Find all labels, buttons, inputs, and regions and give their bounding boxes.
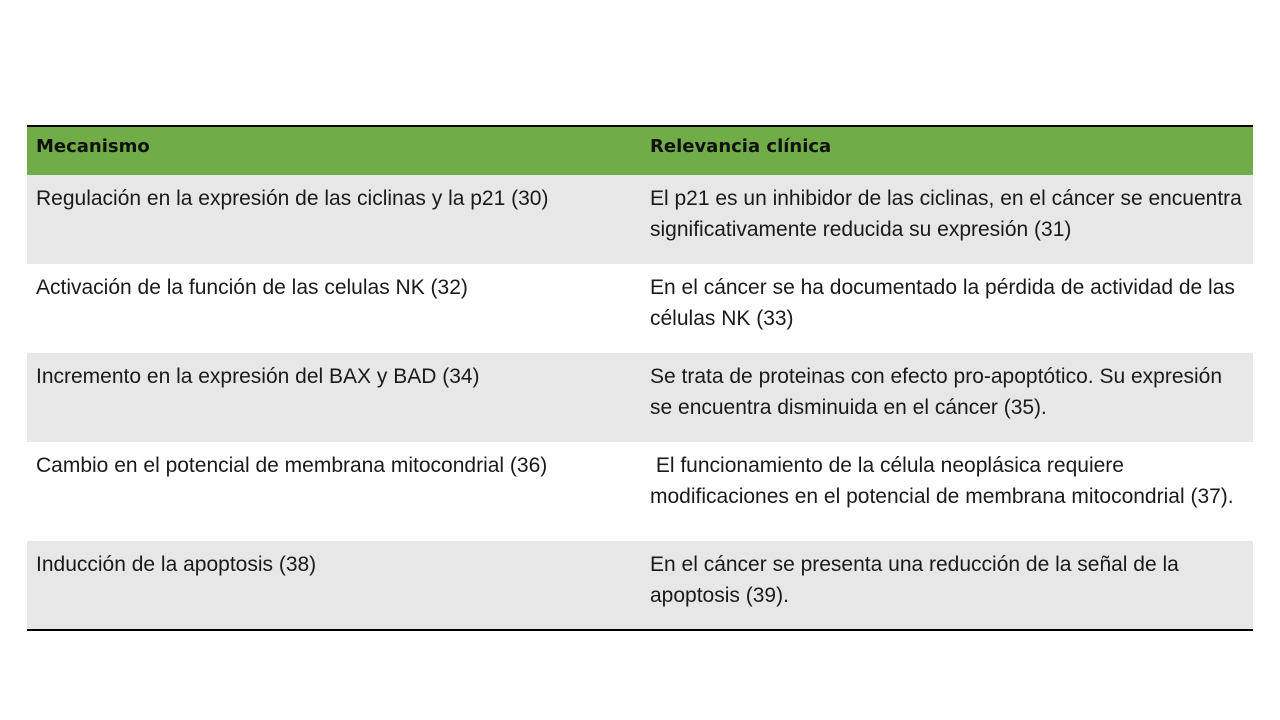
clinical-cell: El p21 es un inhibidor de las ciclinas, en el cáncer se encuentra significativamente reducida su expresión (31) bbox=[650, 187, 1242, 241]
clinical-cell: En el cáncer se presenta una reducción de la señal de la apoptosis (39). bbox=[650, 553, 1179, 607]
table-row bbox=[27, 264, 1253, 353]
table-row bbox=[27, 541, 1253, 629]
clinical-cell: En el cáncer se ha documentado la pérdida de actividad de las células NK (33) bbox=[650, 276, 1235, 330]
mechanism-cell: Incremento en la expresión del BAX y BAD (34) bbox=[36, 365, 480, 388]
table-row bbox=[27, 175, 1253, 264]
clinical-cell: El funcionamiento de la célula neoplásica requiere modificaciones en el potencial de membrana mitocondrial (37). bbox=[650, 454, 1234, 508]
clinical-cell: Se trata de proteinas con efecto pro-apoptótico. Su expresión se encuentra disminuida en el cáncer (35). bbox=[650, 365, 1223, 419]
header-clinical-relevance: Relevancia clínica bbox=[650, 136, 832, 157]
mechanism-cell: Regulación en la expresión de las ciclinas y la p21 (30) bbox=[36, 187, 549, 210]
table-header-row bbox=[27, 127, 1253, 175]
mechanism-cell: Cambio en el potencial de membrana mitocondrial (36) bbox=[36, 454, 548, 477]
mechanism-cell: Inducción de la apoptosis (38) bbox=[36, 553, 317, 576]
header-mechanism: Mecanismo bbox=[36, 136, 150, 157]
mechanism-table bbox=[27, 125, 1253, 631]
table-row bbox=[27, 442, 1253, 541]
mechanism-cell: Activación de la función de las celulas NK (32) bbox=[36, 276, 468, 299]
table-row bbox=[27, 353, 1253, 442]
